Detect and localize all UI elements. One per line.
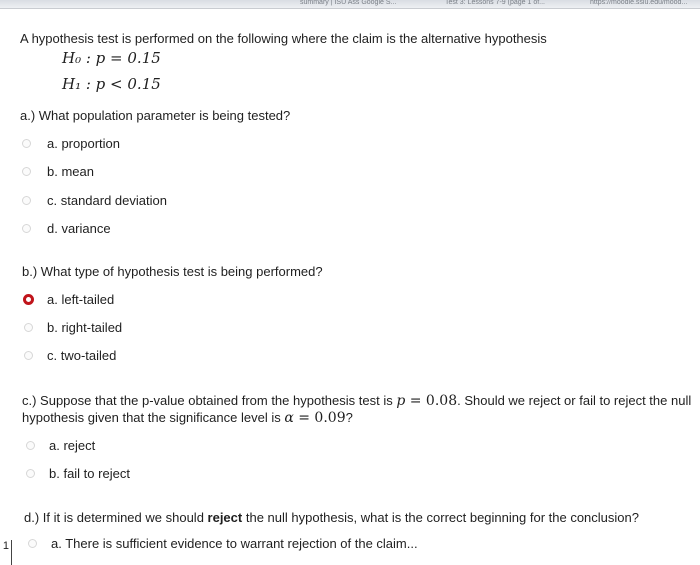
qc-text-1: c.) Suppose that the p-value obtained from the hypothesis test is [22, 393, 397, 408]
qd-option-1-radio[interactable] [28, 539, 37, 548]
qd-text-1: d.) If it is determined we should [24, 510, 208, 525]
qa-option-3-radio[interactable] [22, 196, 31, 205]
null-hypothesis: H₀ : p = 0.15 [62, 49, 161, 67]
qc-option-1-label[interactable]: a. reject [49, 438, 96, 453]
question-d-prompt [24, 509, 639, 526]
qb-option-3-label[interactable]: c. two-tailed [47, 348, 117, 363]
qc-option-2-radio[interactable] [26, 469, 35, 478]
alternative-hypothesis: H₁ : p < 0.15 [62, 75, 161, 93]
question-c-prompt-line-1 [22, 392, 698, 410]
question-c-prompt-line-2 [22, 409, 353, 427]
qd-reject-bold: reject [207, 510, 243, 525]
qb-option-2-label[interactable]: b. right-tailed [47, 320, 123, 335]
qa-option-4-radio[interactable] [22, 224, 31, 233]
browser-url[interactable]: https://moodle.sslu.edu/mood... [590, 0, 688, 6]
qc-option-2-label[interactable]: b. fail to reject [49, 466, 130, 481]
qa-option-3-label[interactable]: c. standard deviation [47, 193, 167, 208]
question-a-prompt: a.) What population parameter is being tested? [20, 108, 291, 123]
browser-tab-strip [0, 0, 700, 9]
qc-text-3: hypothesis given that the significance level is [22, 410, 285, 425]
qd-text-2: the null hypothesis, what is the correct beginning for the conclusion? [242, 510, 639, 525]
question-intro: A hypothesis test is performed on the following where the claim is the alternative hypothesis [20, 31, 547, 46]
qb-option-1-radio-selected[interactable] [23, 294, 34, 305]
qc-text-2: . Should we reject or fail to reject the null [457, 393, 692, 408]
browser-tab-1[interactable]: summary | ISU Ass Google S... [300, 0, 397, 6]
qb-option-3-radio[interactable] [24, 351, 33, 360]
qa-option-2-radio[interactable] [22, 167, 31, 176]
qc-alpha-value: = 0.09 [293, 410, 346, 426]
qa-option-1-radio[interactable] [22, 139, 31, 148]
qc-alpha-symbol: α [284, 410, 294, 426]
left-margin-number: 1 [2, 540, 9, 552]
qc-p-value: = 0.08 [405, 393, 458, 409]
question-b-prompt: b.) What type of hypothesis test is being performed? [22, 264, 323, 279]
qc-text-4: ? [345, 410, 353, 425]
qa-option-4-label[interactable]: d. variance [47, 221, 111, 236]
qa-option-2-label[interactable]: b. mean [47, 164, 94, 179]
browser-tab-2[interactable]: Test 3: Lessons 7-9 (page 1 of... [445, 0, 546, 6]
qa-option-1-label[interactable]: a. proportion [47, 136, 120, 151]
qc-option-1-radio[interactable] [26, 441, 35, 450]
left-margin-marker [0, 540, 12, 565]
qc-p-symbol: p [396, 393, 406, 409]
qd-option-1-label[interactable]: a. There is sufficient evidence to warrant rejection of the claim... [51, 536, 418, 551]
qb-option-2-radio[interactable] [24, 323, 33, 332]
qb-option-1-label[interactable]: a. left-tailed [47, 292, 115, 307]
